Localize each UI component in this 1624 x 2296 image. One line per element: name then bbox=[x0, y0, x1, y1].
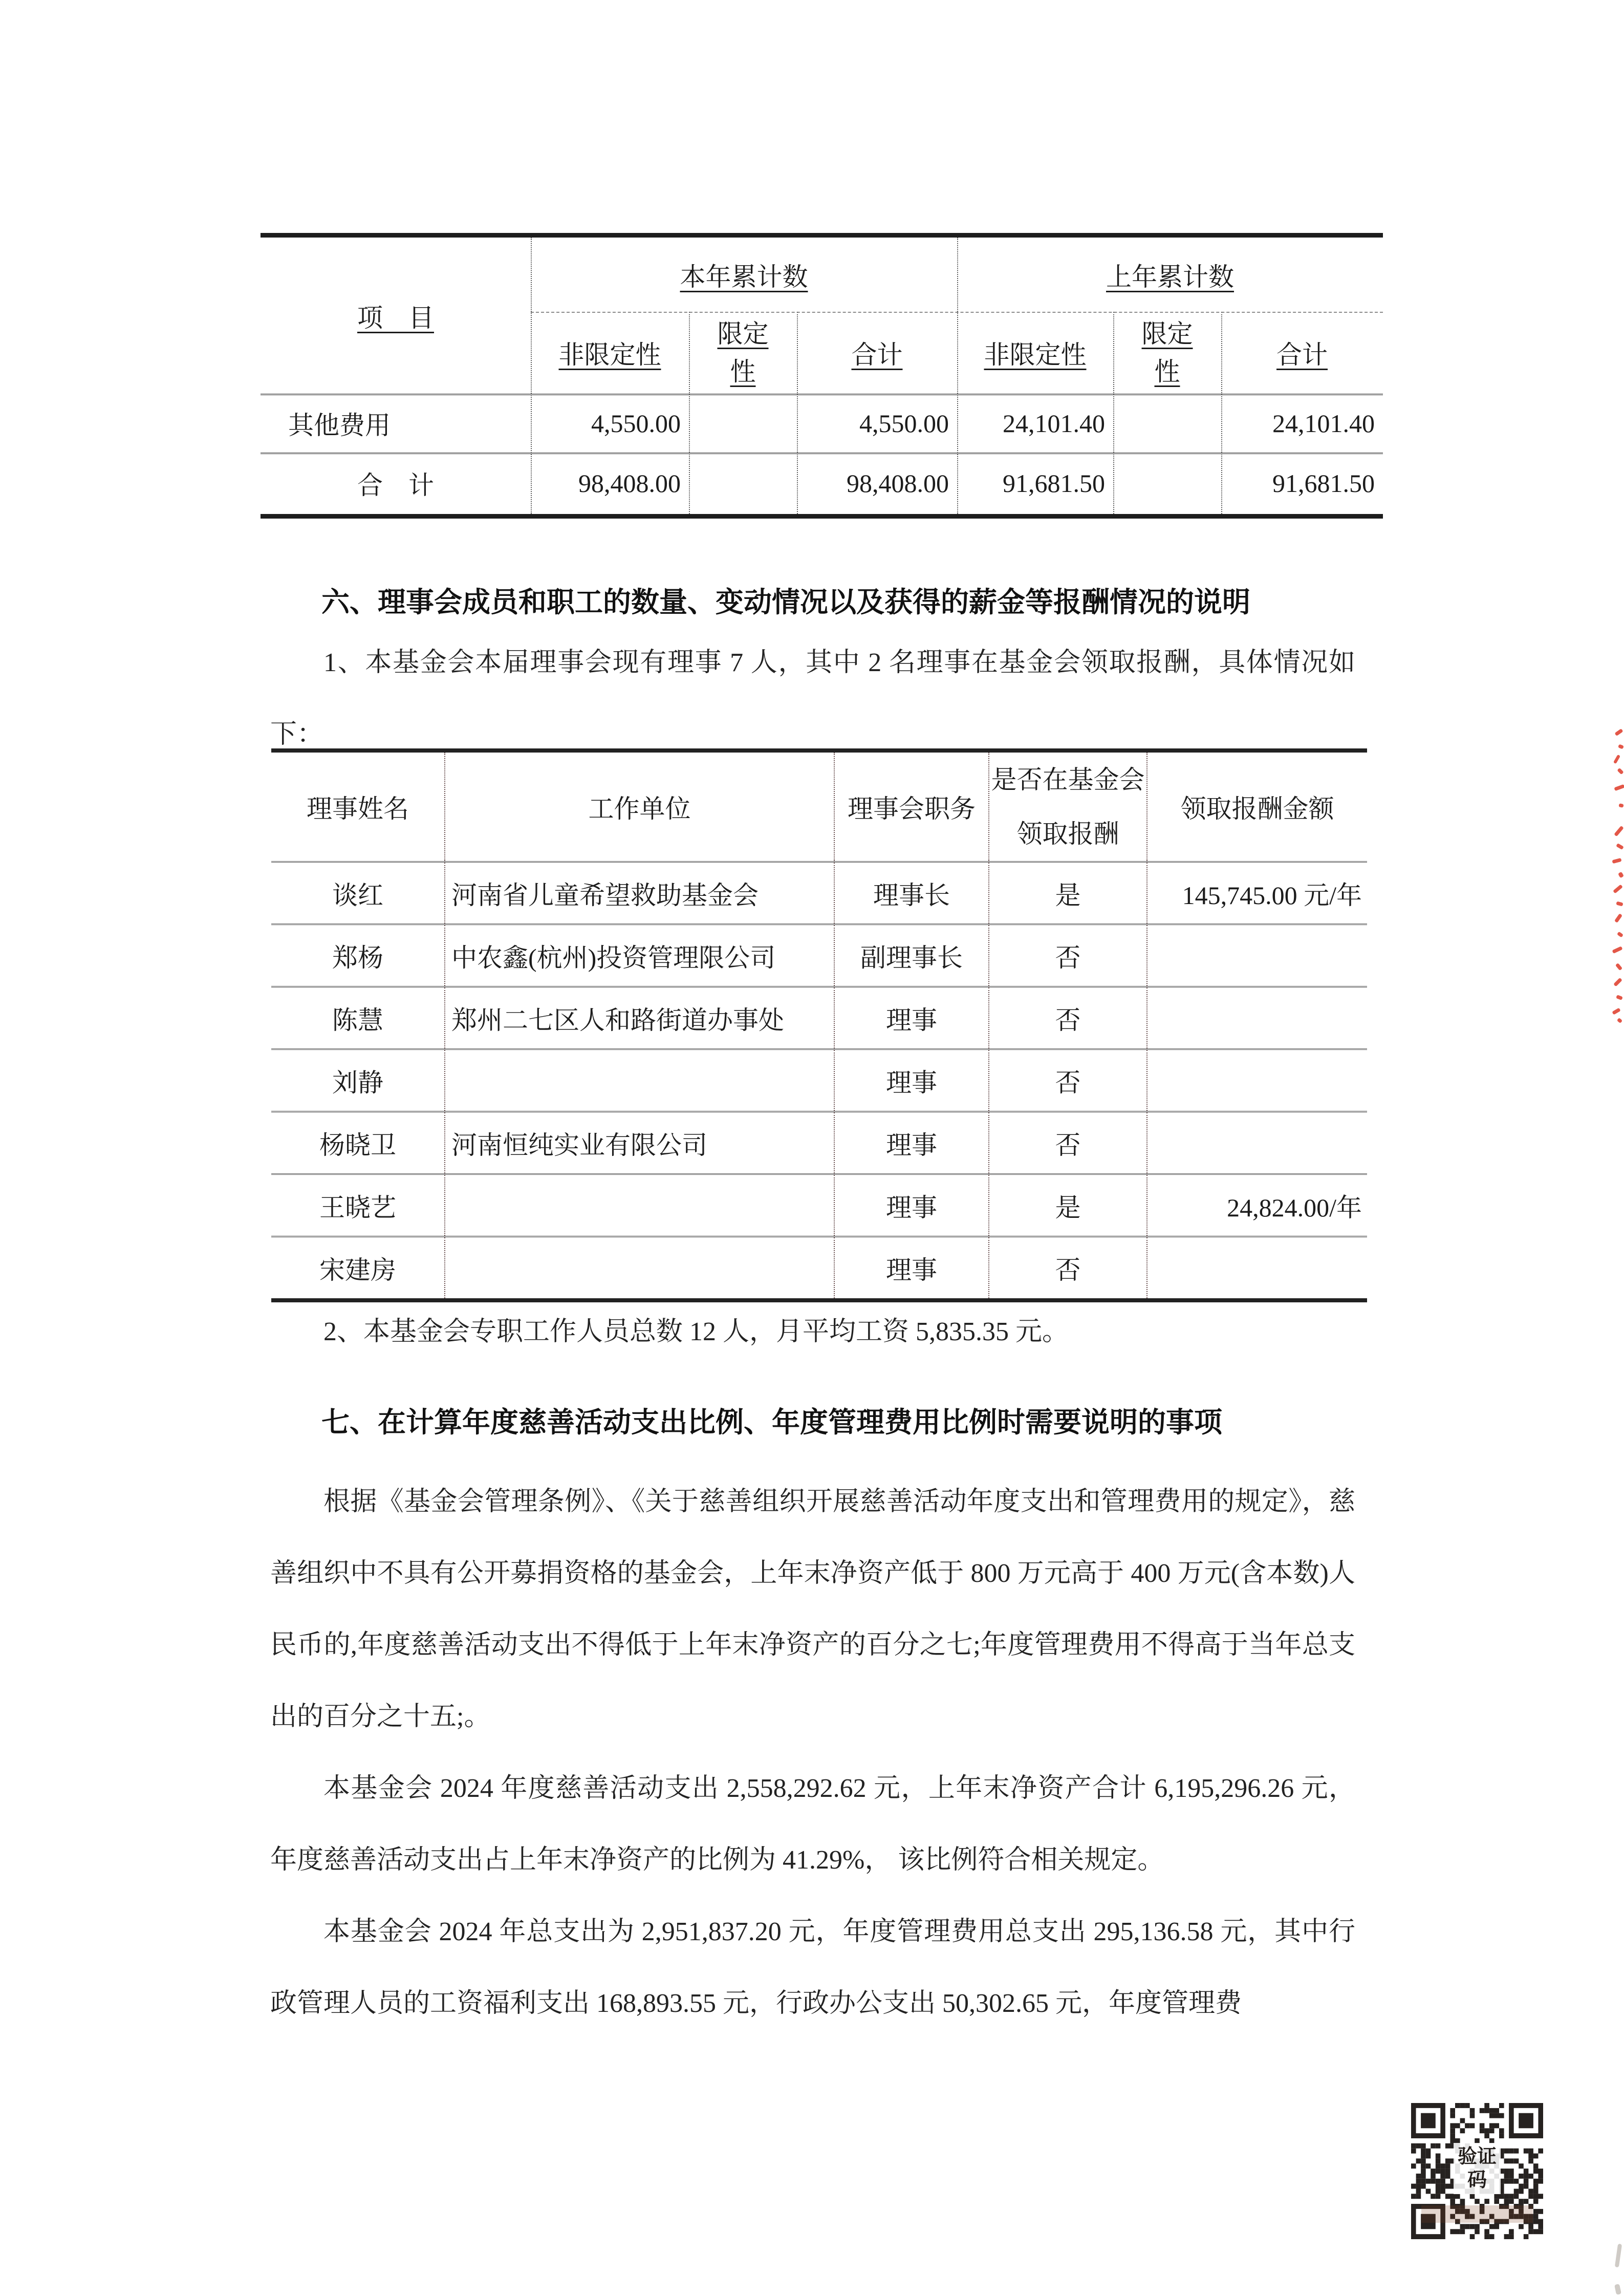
table-line bbox=[261, 453, 1383, 454]
summary-cell: 4,550.00 bbox=[591, 409, 681, 438]
summary-sub-header: 限定性 bbox=[1141, 319, 1193, 386]
member-amount bbox=[1146, 1112, 1367, 1173]
members-header-cell: 领取报酬金额 bbox=[1146, 753, 1367, 861]
member-paid: 否 bbox=[988, 988, 1146, 1048]
red-stamp-stroke bbox=[1612, 946, 1622, 954]
members-header-cell: 理事会职务 bbox=[834, 753, 988, 861]
summary-cell bbox=[1113, 394, 1221, 453]
member-amount bbox=[1146, 1237, 1367, 1298]
red-stamp-stroke bbox=[1615, 963, 1622, 971]
member-name: 杨晓卫 bbox=[319, 1130, 396, 1160]
summary-item-header-label: 项 目 bbox=[357, 303, 434, 332]
member-title: 理事长 bbox=[834, 863, 988, 924]
summary-table bbox=[261, 233, 1383, 519]
summary-sub-header: 合计 bbox=[1276, 340, 1328, 369]
summary-row-item: 其他费用 bbox=[288, 411, 391, 440]
red-stamp-fragments bbox=[1607, 727, 1624, 1024]
red-stamp-stroke bbox=[1617, 1018, 1622, 1023]
table-line bbox=[957, 238, 958, 514]
member-paid: 否 bbox=[988, 925, 1146, 986]
summary-cell: 91,681.50 bbox=[1003, 469, 1105, 498]
summary-cell: 24,101.40 bbox=[1272, 409, 1375, 438]
red-stamp-stroke bbox=[1612, 858, 1621, 864]
summary-sub-header: 非限定性 bbox=[558, 340, 661, 369]
table-line bbox=[1221, 312, 1222, 514]
member-title: 理事 bbox=[834, 988, 988, 1048]
section-seven-paragraph-2: 本基金会 2024 年度慈善活动支出 2,558,292.62 元，上年末净资产合计 6,195,296.26 元，年度慈善活动支出占上年末净资产的比例为 41.29%， 该比例符合相关规定。 bbox=[270, 1774, 1355, 1875]
scan-artifact bbox=[1614, 2284, 1621, 2295]
member-row bbox=[271, 924, 1367, 986]
section-six-paragraph-2: 2、本基金会专职工作人员总数 12 人，月平均工资 5,835.35 元。 bbox=[323, 1317, 1069, 1346]
red-stamp-stroke bbox=[1613, 884, 1623, 893]
scan-artifact bbox=[1615, 2244, 1622, 2268]
summary-cell bbox=[689, 394, 797, 453]
member-row bbox=[271, 1111, 1367, 1173]
summary-item-header-cell bbox=[261, 238, 531, 394]
red-stamp-stroke bbox=[1614, 826, 1624, 836]
section-six-heading: 六、理事会成员和职工的数量、变动情况以及获得的薪金等报酬情况的说明 bbox=[321, 586, 1251, 618]
qr-label: 验证码 bbox=[1454, 2143, 1501, 2194]
member-org: 中农鑫(杭州)投资管理限公司 bbox=[444, 925, 834, 986]
member-org bbox=[444, 1175, 834, 1236]
members-header-cell: 是否在基金会领取报酬 bbox=[988, 753, 1146, 861]
member-paid: 否 bbox=[988, 1050, 1146, 1111]
red-stamp-stroke bbox=[1618, 872, 1624, 878]
member-amount bbox=[1146, 1050, 1367, 1111]
section-seven-paragraph-3: 本基金会 2024 年总支出为 2,951,837.20 元，年度管理费用总支出 295,136.58 元，其中行政管理人员的工资福利支出 168,893.55 元，行政办公支出 50,302.65 元，年度管理费 bbox=[270, 1917, 1355, 2018]
red-stamp-stroke bbox=[1613, 755, 1620, 764]
summary-cell bbox=[1113, 453, 1221, 514]
red-stamp-stroke bbox=[1614, 784, 1624, 791]
member-row bbox=[271, 861, 1367, 924]
member-paid: 是 bbox=[988, 1175, 1146, 1236]
red-stamp-stroke bbox=[1616, 901, 1623, 906]
summary-group-header-current-year: 本年累计数 bbox=[680, 262, 808, 291]
member-row bbox=[271, 1048, 1367, 1111]
member-amount bbox=[1146, 988, 1367, 1048]
qr-code bbox=[1411, 2103, 1543, 2239]
summary-sub-header: 合计 bbox=[851, 340, 903, 369]
summary-group-header-prior-year: 上年累计数 bbox=[1106, 262, 1234, 291]
summary-cell: 98,408.00 bbox=[847, 469, 949, 498]
member-paid: 否 bbox=[988, 1112, 1146, 1173]
member-amount: 145,745.00 元/年 bbox=[1146, 863, 1367, 924]
summary-sub-header: 限定性 bbox=[717, 319, 769, 386]
member-title: 理事 bbox=[834, 1175, 988, 1236]
member-row bbox=[271, 1173, 1367, 1236]
summary-sub-header: 非限定性 bbox=[984, 340, 1087, 369]
section-six-paragraph-1: 1、本基金会本届理事会现有理事 7 人，其中 2 名理事在基金会领取报酬，具体情况如下： bbox=[270, 648, 1355, 749]
red-stamp-stroke bbox=[1616, 995, 1623, 1000]
red-stamp-stroke bbox=[1616, 843, 1624, 850]
member-title: 副理事长 bbox=[834, 925, 988, 986]
table-line bbox=[797, 312, 798, 514]
member-name: 陈慧 bbox=[332, 1005, 383, 1035]
section-seven-paragraph-1: 根据《基金会管理条例》、《关于慈善组织开展慈善活动年度支出和管理费用的规定》，慈善组织中不具有公开募捐资格的基金会，上年末净资产低于 800 万元高于 400 万元(含本数)人民币的,年度慈善活动支出不得低于上年末净资产的百分之七;年度管理费用不得高于当年总支出的百分之十五;。 bbox=[270, 1487, 1355, 1731]
red-stamp-stroke bbox=[1618, 744, 1624, 749]
member-row bbox=[271, 1236, 1367, 1298]
member-name: 郑杨 bbox=[332, 943, 383, 972]
members-header-cell: 理事姓名 bbox=[307, 795, 409, 823]
member-paid: 否 bbox=[988, 1237, 1146, 1298]
red-stamp-stroke bbox=[1614, 728, 1623, 736]
red-stamp-stroke bbox=[1613, 978, 1622, 987]
member-title: 理事 bbox=[834, 1112, 988, 1173]
summary-cell: 4,550.00 bbox=[859, 409, 949, 438]
member-org bbox=[444, 1050, 834, 1111]
red-stamp-stroke bbox=[1614, 913, 1622, 923]
member-org: 郑州二七区人和路街道办事处 bbox=[444, 988, 834, 1048]
members-header-row bbox=[271, 753, 1367, 861]
red-stamp-stroke bbox=[1612, 1007, 1620, 1015]
table-line bbox=[689, 312, 690, 514]
summary-cell: 24,101.40 bbox=[1003, 409, 1105, 438]
member-amount: 24,824.00/年 bbox=[1146, 1175, 1367, 1236]
member-name: 王晓艺 bbox=[319, 1193, 396, 1222]
member-amount bbox=[1146, 925, 1367, 986]
member-title: 理事 bbox=[834, 1050, 988, 1111]
red-stamp-stroke bbox=[1617, 931, 1623, 937]
member-org: 河南恒纯实业有限公司 bbox=[444, 1112, 834, 1173]
member-org bbox=[444, 1237, 834, 1298]
table-line bbox=[261, 394, 1383, 395]
summary-cell bbox=[689, 453, 797, 514]
table-line bbox=[1113, 312, 1114, 514]
member-name: 刘静 bbox=[332, 1068, 383, 1097]
member-name: 宋建房 bbox=[319, 1255, 396, 1284]
member-title: 理事 bbox=[834, 1237, 988, 1298]
members-table bbox=[271, 748, 1367, 1302]
member-row bbox=[271, 986, 1367, 1048]
red-stamp-stroke bbox=[1618, 803, 1623, 807]
summary-cell: 98,408.00 bbox=[578, 469, 681, 498]
member-paid: 是 bbox=[988, 863, 1146, 924]
member-org: 河南省儿童希望救助基金会 bbox=[444, 863, 834, 924]
section-seven-heading: 七、在计算年度慈善活动支出比例、年度管理费用比例时需要说明的事项 bbox=[321, 1406, 1223, 1438]
members-header-cell: 工作单位 bbox=[444, 753, 834, 861]
table-line bbox=[531, 238, 532, 514]
summary-row-item: 合 计 bbox=[357, 471, 434, 500]
summary-cell: 91,681.50 bbox=[1272, 469, 1375, 498]
member-name: 谈红 bbox=[332, 881, 383, 910]
red-stamp-stroke bbox=[1617, 768, 1623, 775]
